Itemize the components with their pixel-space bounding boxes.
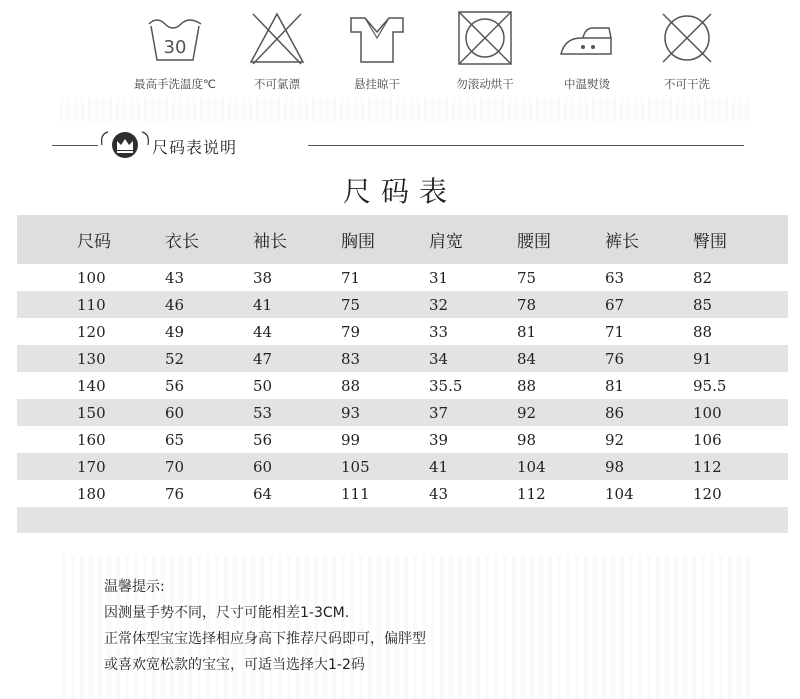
table-row bbox=[17, 345, 788, 372]
table-cell: 43 bbox=[165, 268, 185, 287]
no-dry-clean-icon bbox=[657, 8, 717, 68]
divider-left bbox=[52, 145, 98, 146]
table-header-cell: 胸围 bbox=[341, 232, 375, 252]
crown-badge-icon bbox=[98, 130, 152, 160]
table-row bbox=[17, 453, 788, 480]
care-label-hang: 悬挂晾干 bbox=[354, 77, 400, 91]
table-cell: 93 bbox=[341, 403, 361, 422]
table-cell: 98 bbox=[605, 457, 625, 476]
section-heading-text: 尺码表说明 bbox=[152, 138, 238, 157]
table-body bbox=[17, 264, 788, 507]
table-row bbox=[17, 291, 788, 318]
care-item-bleach bbox=[227, 8, 327, 92]
table-cell: 160 bbox=[77, 430, 106, 449]
table-cell: 53 bbox=[253, 403, 273, 422]
wash-30-icon bbox=[145, 8, 205, 68]
table-cell: 105 bbox=[341, 457, 370, 476]
table-row bbox=[17, 372, 788, 399]
table-cell: 92 bbox=[605, 430, 625, 449]
table-header-cell: 裤长 bbox=[605, 232, 639, 252]
care-label-tumble: 勿滚动烘干 bbox=[456, 77, 514, 91]
table-cell: 110 bbox=[77, 295, 106, 314]
table-cell: 63 bbox=[605, 268, 625, 287]
care-label-bleach: 不可氯漂 bbox=[254, 77, 300, 91]
care-item-dryclean bbox=[637, 8, 737, 92]
table-cell: 39 bbox=[429, 430, 449, 449]
table-cell: 88 bbox=[517, 376, 537, 395]
table-cell: 71 bbox=[605, 322, 625, 341]
table-cell: 140 bbox=[77, 376, 106, 395]
care-item-hang bbox=[327, 8, 427, 92]
decorative-strip bbox=[60, 98, 750, 122]
table-cell: 38 bbox=[253, 268, 273, 287]
table-cell: 81 bbox=[517, 322, 537, 341]
table-cell: 49 bbox=[165, 322, 185, 341]
table-cell: 88 bbox=[341, 376, 361, 395]
table-cell: 120 bbox=[77, 322, 106, 341]
table-cell: 98 bbox=[517, 430, 537, 449]
table-cell: 50 bbox=[253, 376, 273, 395]
table-cell: 37 bbox=[429, 403, 449, 422]
table-cell: 76 bbox=[165, 484, 185, 503]
iron-medium-icon bbox=[557, 8, 617, 68]
table-cell: 79 bbox=[341, 322, 361, 341]
tips-line: 因测量手势不同，尺寸可能相差1-3CM. bbox=[104, 605, 350, 621]
table-row bbox=[17, 480, 788, 507]
table-header-cell: 腰围 bbox=[517, 232, 551, 252]
table-cell: 180 bbox=[77, 484, 106, 503]
table-cell: 75 bbox=[341, 295, 361, 314]
table-cell: 82 bbox=[693, 268, 713, 287]
table-cell: 104 bbox=[517, 457, 546, 476]
care-label-iron: 中温熨烫 bbox=[564, 77, 610, 91]
tips-title: 温馨提示: bbox=[104, 579, 165, 595]
table-cell: 65 bbox=[165, 430, 185, 449]
care-item-wash bbox=[125, 8, 225, 92]
table-cell: 92 bbox=[517, 403, 537, 422]
table-row bbox=[17, 426, 788, 453]
table-cell: 46 bbox=[165, 295, 185, 314]
care-label-dryclean: 不可干洗 bbox=[664, 77, 710, 91]
table-header-cell: 尺码 bbox=[77, 232, 111, 252]
table-cell: 95.5 bbox=[693, 376, 727, 395]
table-footer-row bbox=[17, 507, 788, 533]
care-item-tumble bbox=[435, 8, 535, 92]
table-cell: 104 bbox=[605, 484, 634, 503]
table-row bbox=[17, 399, 788, 426]
table-cell: 32 bbox=[429, 295, 449, 314]
table-cell: 76 bbox=[605, 349, 625, 368]
table-cell: 56 bbox=[165, 376, 185, 395]
table-cell: 41 bbox=[253, 295, 273, 314]
table-header-cell: 臀围 bbox=[693, 232, 727, 252]
table-cell: 84 bbox=[517, 349, 537, 368]
tips-line: 或喜欢宽松款的宝宝，可适当选择大1-2码 bbox=[104, 657, 365, 673]
table-row bbox=[17, 264, 788, 291]
table-cell: 106 bbox=[693, 430, 722, 449]
table-cell: 35.5 bbox=[429, 376, 463, 395]
table-cell: 150 bbox=[77, 403, 106, 422]
table-cell: 100 bbox=[693, 403, 722, 422]
table-cell: 67 bbox=[605, 295, 625, 314]
table-cell: 60 bbox=[165, 403, 185, 422]
care-instructions bbox=[120, 8, 740, 98]
table-cell: 130 bbox=[77, 349, 106, 368]
table-cell: 85 bbox=[693, 295, 713, 314]
no-tumble-dry-icon bbox=[455, 8, 515, 68]
table-cell: 56 bbox=[253, 430, 273, 449]
table-cell: 44 bbox=[253, 322, 273, 341]
table-cell: 81 bbox=[605, 376, 625, 395]
table-cell: 64 bbox=[253, 484, 273, 503]
wash-temp: 30 bbox=[163, 37, 187, 58]
table-header-row bbox=[17, 215, 788, 264]
table-header-cell: 肩宽 bbox=[429, 232, 463, 252]
care-item-iron bbox=[537, 8, 637, 92]
section-heading bbox=[52, 130, 744, 160]
hang-dry-icon bbox=[347, 8, 407, 68]
table-row bbox=[17, 318, 788, 345]
table-cell: 170 bbox=[77, 457, 106, 476]
table-cell: 31 bbox=[429, 268, 449, 287]
tips bbox=[104, 574, 426, 678]
table-cell: 86 bbox=[605, 403, 625, 422]
table-cell: 91 bbox=[693, 349, 713, 368]
table-cell: 70 bbox=[165, 457, 185, 476]
table-cell: 100 bbox=[77, 268, 106, 287]
table-cell: 88 bbox=[693, 322, 713, 341]
table-cell: 41 bbox=[429, 457, 449, 476]
table-cell: 60 bbox=[253, 457, 273, 476]
table-cell: 112 bbox=[517, 484, 546, 503]
table-cell: 33 bbox=[429, 322, 449, 341]
table-cell: 71 bbox=[341, 268, 361, 287]
care-label-wash: 最高手洗温度℃ bbox=[134, 77, 216, 91]
table-cell: 111 bbox=[341, 484, 370, 503]
table-header-cell: 衣长 bbox=[165, 232, 199, 252]
divider-right bbox=[308, 145, 744, 146]
table-cell: 83 bbox=[341, 349, 361, 368]
table-cell: 99 bbox=[341, 430, 361, 449]
table-cell: 43 bbox=[429, 484, 449, 503]
tips-line: 正常体型宝宝选择相应身高下推荐尺码即可，偏胖型 bbox=[104, 631, 426, 647]
table-cell: 52 bbox=[165, 349, 185, 368]
table-cell: 112 bbox=[693, 457, 722, 476]
table-cell: 78 bbox=[517, 295, 537, 314]
table-cell: 47 bbox=[253, 349, 273, 368]
table-cell: 120 bbox=[693, 484, 722, 503]
table-title: 尺码表 bbox=[342, 175, 457, 208]
table-cell: 34 bbox=[429, 349, 449, 368]
table-header-cell: 袖长 bbox=[253, 232, 287, 252]
no-bleach-icon bbox=[247, 8, 307, 68]
table-cell: 75 bbox=[517, 268, 537, 287]
size-table bbox=[17, 215, 788, 533]
